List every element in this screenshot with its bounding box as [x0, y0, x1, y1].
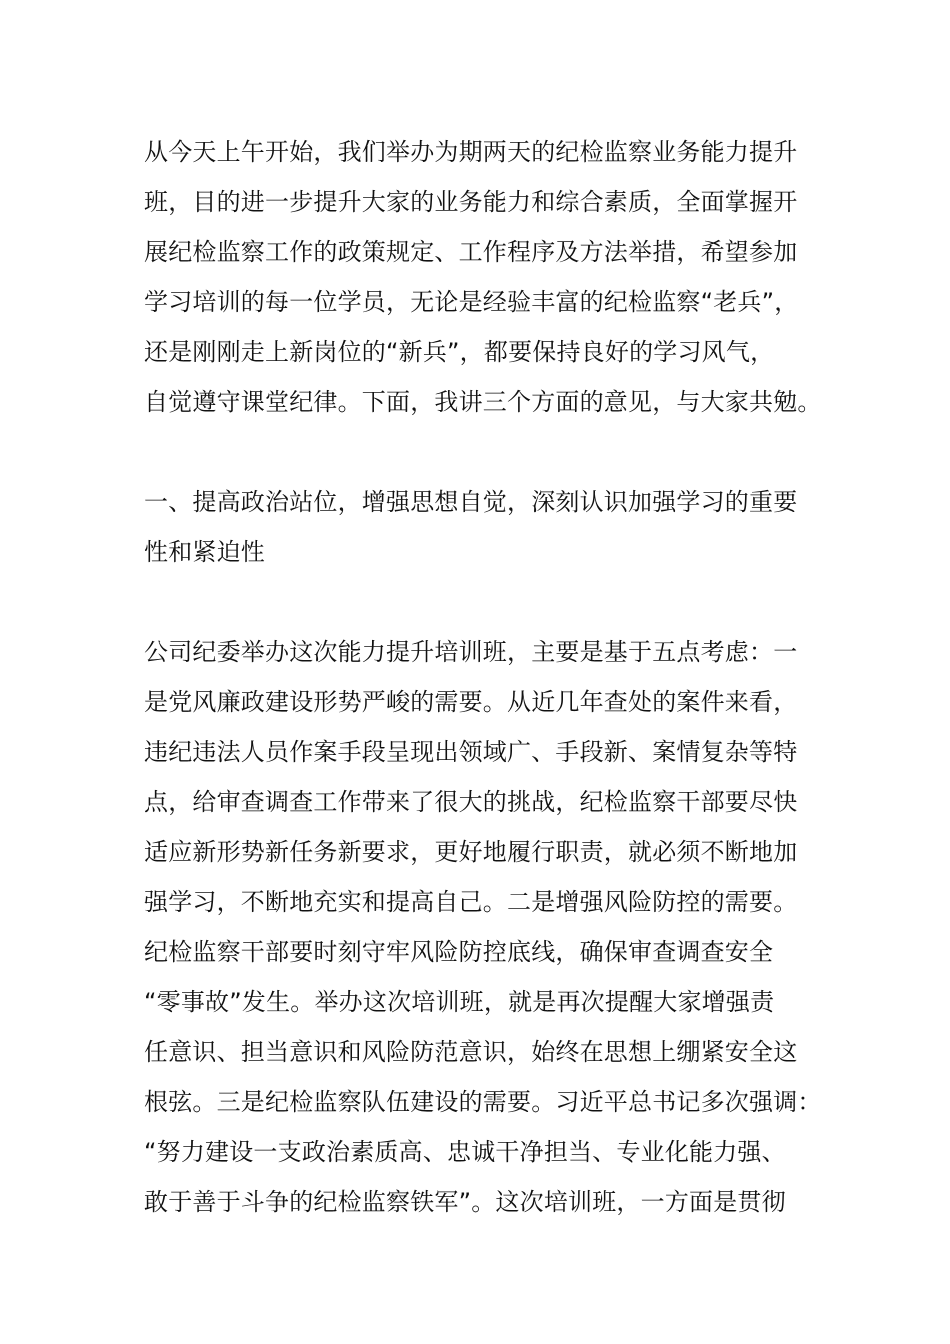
heading-line: 一、提高政治站位，增强思想自觉，深刻认识加强学习的重要 — [144, 488, 798, 516]
text-line: 公司纪委举办这次能力提升培训班，主要是基于五点考虑：一 — [144, 638, 798, 666]
text-line: 敢于善于斗争的纪检监察铁军”。这次培训班，一方面是贯彻 — [144, 1188, 786, 1216]
text-line: 还是刚刚走上新岗位的“新兵”，都要保持良好的学习风气， — [144, 338, 775, 366]
text-line: 是党风廉政建设形势严峻的需要。从近几年查处的案件来看， — [144, 688, 798, 716]
text-line: 班，目的进一步提升大家的业务能力和综合素质，全面掌握开 — [144, 188, 798, 216]
heading-line: 性和紧迫性 — [144, 538, 265, 566]
text-line: 学习培训的每一位学员，无论是经验丰富的纪检监察“老兵”， — [144, 288, 799, 316]
text-line: 从今天上午开始，我们举办为期两天的纪检监察业务能力提升 — [144, 138, 798, 166]
text-line: 任意识、担当意识和风险防范意识，始终在思想上绷紧安全这 — [144, 1038, 798, 1066]
text-line: 纪检监察干部要时刻守牢风险防控底线，确保审查调查安全 — [144, 938, 774, 966]
intro-paragraph — [144, 127, 824, 427]
text-line: 适应新形势新任务新要求，更好地履行职责，就必须不断地加 — [144, 838, 798, 866]
section-heading — [144, 477, 824, 577]
text-line: 违纪违法人员作案手段呈现出领域广、手段新、案情复杂等特 — [144, 738, 798, 766]
text-line: 根弦。三是纪检监察队伍建设的需要。习近平总书记多次强调： — [144, 1088, 822, 1116]
text-line: “零事故”发生。举办这次培训班，就是再次提醒大家增强责 — [144, 988, 775, 1016]
text-line: 自觉遵守课堂纪律。下面，我讲三个方面的意见，与大家共勉。 — [144, 388, 822, 416]
text-line: “努力建设一支政治素质高、忠诚干净担当、专业化能力强、 — [144, 1138, 786, 1166]
text-line: 强学习，不断地充实和提高自己。二是增强风险防控的需要。 — [144, 888, 798, 916]
section-body-paragraph — [144, 627, 824, 1227]
text-line: 展纪检监察工作的政策规定、工作程序及方法举措，希望参加 — [144, 238, 798, 266]
text-line: 点，给审查调查工作带来了很大的挑战，纪检监察干部要尽快 — [144, 788, 798, 816]
